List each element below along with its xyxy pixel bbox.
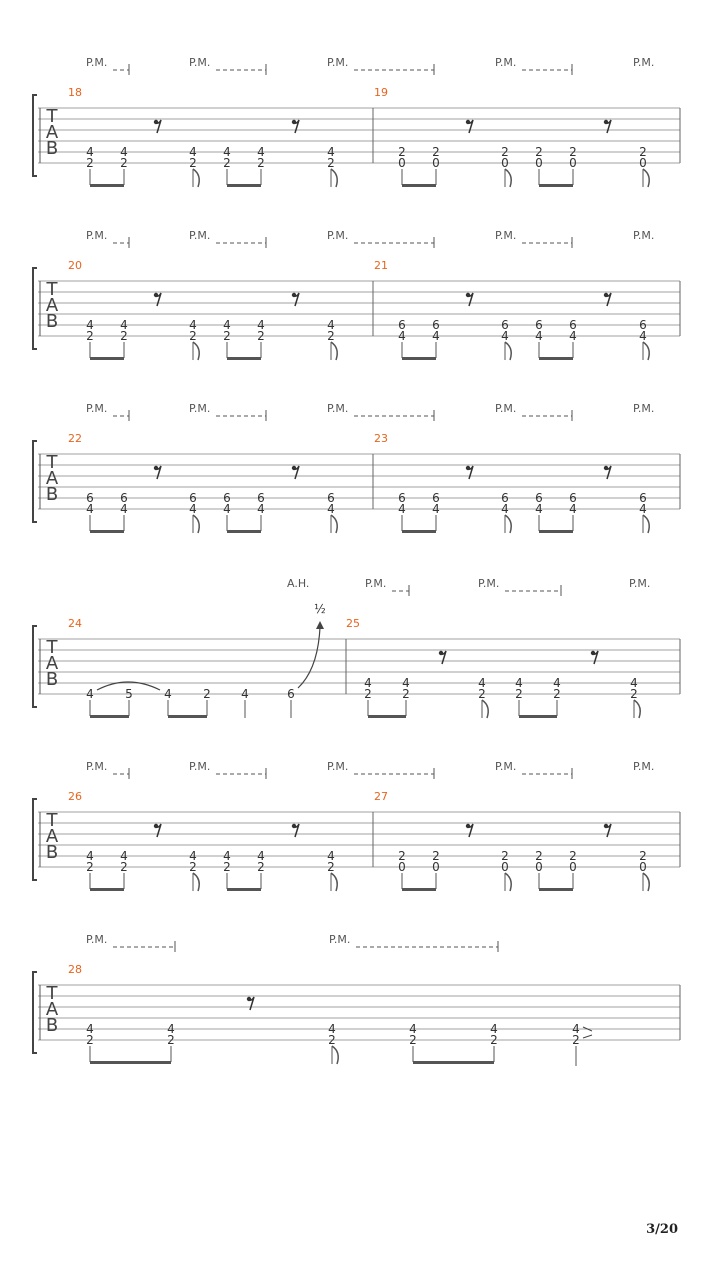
palm-mute-label: P.M. xyxy=(86,933,108,946)
fret-number: 2 xyxy=(639,849,647,863)
fret-number: 4 xyxy=(120,145,128,159)
beam xyxy=(90,1061,171,1064)
measure-number: 20 xyxy=(68,259,82,272)
fret-number: 2 xyxy=(223,329,231,343)
beam xyxy=(227,530,261,533)
fret-number: 4 xyxy=(328,1022,336,1036)
fret-number: 4 xyxy=(501,329,509,343)
eighth-rest xyxy=(154,120,161,133)
fret-number: 2 xyxy=(553,687,561,701)
beam xyxy=(90,530,124,533)
fret-number: 4 xyxy=(364,676,372,690)
palm-mute-label: P.M. xyxy=(495,402,517,415)
fret-number: 6 xyxy=(432,318,440,332)
page-number: 3/20 xyxy=(646,1222,678,1237)
tab-clef-letter: A xyxy=(45,999,59,1020)
beam xyxy=(402,888,436,891)
fret-number: 4 xyxy=(223,145,231,159)
eighth-rest xyxy=(466,824,473,837)
measure-number: 21 xyxy=(374,259,388,272)
beam xyxy=(519,715,557,718)
fret-number: 4 xyxy=(257,318,265,332)
note-flag xyxy=(331,873,337,891)
tab-clef-letter: T xyxy=(46,452,58,473)
fret-number: 4 xyxy=(432,329,440,343)
palm-mute-label: P.M. xyxy=(478,577,500,590)
fret-number: 2 xyxy=(86,1033,94,1047)
note-flag xyxy=(482,700,488,718)
fret-number: 2 xyxy=(432,849,440,863)
fret-number: 4 xyxy=(409,1022,417,1036)
fret-number: 6 xyxy=(120,491,128,505)
beam xyxy=(539,888,573,891)
fret-number: 0 xyxy=(535,860,543,874)
fret-number: 4 xyxy=(86,318,94,332)
fret-number: 2 xyxy=(203,687,211,701)
fret-number: 4 xyxy=(639,502,647,516)
tab-clef-letter: B xyxy=(45,311,59,332)
fret-number: 4 xyxy=(189,145,197,159)
fret-number: 4 xyxy=(86,687,94,701)
fret-number: 4 xyxy=(327,502,335,516)
palm-mute-label: P.M. xyxy=(86,229,108,242)
fret-number: 4 xyxy=(189,849,197,863)
fret-number: 2 xyxy=(189,156,197,170)
palm-mute-label: P.M. xyxy=(86,402,108,415)
fret-number: 2 xyxy=(223,860,231,874)
fret-number: 6 xyxy=(569,318,577,332)
palm-mute-label: P.M. xyxy=(633,760,655,773)
fret-number: 6 xyxy=(501,491,509,505)
measure-number: 27 xyxy=(374,790,388,803)
fret-number: 2 xyxy=(398,849,406,863)
fret-number: 2 xyxy=(86,860,94,874)
measure-number: 23 xyxy=(374,432,388,445)
note-flag xyxy=(505,515,511,533)
eighth-rest xyxy=(292,293,299,306)
fret-number: 2 xyxy=(120,860,128,874)
fret-number: 4 xyxy=(490,1022,498,1036)
fret-number: 2 xyxy=(432,145,440,159)
palm-mute-label: P.M. xyxy=(365,577,387,590)
slide-out-mark xyxy=(583,1035,592,1038)
fret-number: 2 xyxy=(501,849,509,863)
note-flag xyxy=(505,169,511,187)
fret-number: 2 xyxy=(327,860,335,874)
fret-number: 6 xyxy=(501,318,509,332)
fret-number: 0 xyxy=(398,860,406,874)
note-flag xyxy=(331,342,337,360)
fret-number: 6 xyxy=(223,491,231,505)
fret-number: 0 xyxy=(398,156,406,170)
note-flag xyxy=(332,1046,338,1064)
beam xyxy=(90,357,124,360)
palm-mute-label: P.M. xyxy=(86,56,108,69)
fret-number: 4 xyxy=(402,676,410,690)
palm-mute-label: P.M. xyxy=(189,56,211,69)
measure-number: 25 xyxy=(346,617,360,630)
eighth-rest xyxy=(466,466,473,479)
eighth-rest xyxy=(604,120,611,133)
fret-number: 0 xyxy=(569,860,577,874)
tab-clef-letter: T xyxy=(46,983,58,1004)
note-flag xyxy=(643,342,649,360)
fret-number: 4 xyxy=(86,849,94,863)
measure-number: 19 xyxy=(374,86,388,99)
fret-number: 4 xyxy=(189,502,197,516)
system-bracket xyxy=(33,799,37,880)
note-flag xyxy=(643,515,649,533)
eighth-rest xyxy=(439,651,446,664)
fret-number: 5 xyxy=(125,687,133,701)
beam xyxy=(402,357,436,360)
fret-number: 2 xyxy=(120,156,128,170)
fret-number: 4 xyxy=(398,502,406,516)
note-flag xyxy=(193,169,199,187)
note-flag xyxy=(505,873,511,891)
fret-number: 2 xyxy=(327,156,335,170)
fret-number: 2 xyxy=(402,687,410,701)
fret-number: 4 xyxy=(241,687,249,701)
fret-number: 4 xyxy=(257,145,265,159)
eighth-rest xyxy=(604,293,611,306)
note-flag xyxy=(193,873,199,891)
fret-number: 0 xyxy=(639,860,647,874)
fret-number: 2 xyxy=(409,1033,417,1047)
fret-number: 2 xyxy=(501,145,509,159)
tab-clef-letter: A xyxy=(45,653,59,674)
system-bracket xyxy=(33,441,37,522)
beam xyxy=(90,715,129,718)
system-bracket xyxy=(33,626,37,707)
fret-number: 4 xyxy=(189,318,197,332)
note-flag xyxy=(643,873,649,891)
fret-number: 4 xyxy=(167,1022,175,1036)
measure-number: 26 xyxy=(68,790,82,803)
note-flag xyxy=(331,515,337,533)
fret-number: 4 xyxy=(639,329,647,343)
fret-number: 4 xyxy=(120,318,128,332)
fret-number: 4 xyxy=(478,676,486,690)
tab-clef-letter: T xyxy=(46,279,58,300)
fret-number: 4 xyxy=(398,329,406,343)
palm-mute-label: P.M. xyxy=(495,760,517,773)
fret-number: 2 xyxy=(223,156,231,170)
fret-number: 2 xyxy=(167,1033,175,1047)
fret-number: 2 xyxy=(490,1033,498,1047)
note-flag xyxy=(193,515,199,533)
fret-number: 4 xyxy=(327,318,335,332)
tab-clef-letter: B xyxy=(45,1015,59,1036)
fret-number: 2 xyxy=(86,156,94,170)
fret-number: 4 xyxy=(569,329,577,343)
eighth-rest xyxy=(604,466,611,479)
palm-mute-label: P.M. xyxy=(327,402,349,415)
fret-number: 2 xyxy=(257,329,265,343)
eighth-rest xyxy=(604,824,611,837)
system-bracket xyxy=(33,268,37,349)
fret-number: 6 xyxy=(189,491,197,505)
beam xyxy=(539,530,573,533)
tab-clef-letter: B xyxy=(45,484,59,505)
eighth-rest xyxy=(292,120,299,133)
fret-number: 2 xyxy=(257,156,265,170)
measure-number: 24 xyxy=(68,617,82,630)
fret-number: 2 xyxy=(86,329,94,343)
palm-mute-label: P.M. xyxy=(629,577,651,590)
fret-number: 4 xyxy=(572,1022,580,1036)
tab-clef-letter: B xyxy=(45,669,59,690)
fret-number: 4 xyxy=(630,676,638,690)
fret-number: 2 xyxy=(327,329,335,343)
fret-number: 2 xyxy=(478,687,486,701)
fret-number: 6 xyxy=(86,491,94,505)
measure-number: 28 xyxy=(68,963,82,976)
fret-number: 6 xyxy=(639,318,647,332)
note-flag xyxy=(331,169,337,187)
beam xyxy=(539,184,573,187)
bend-curve xyxy=(298,627,320,688)
fret-number: 4 xyxy=(569,502,577,516)
fret-number: 2 xyxy=(364,687,372,701)
beam xyxy=(90,888,124,891)
fret-number: 4 xyxy=(515,676,523,690)
eighth-rest xyxy=(292,824,299,837)
fret-number: 2 xyxy=(535,849,543,863)
beam xyxy=(413,1061,494,1064)
beam xyxy=(168,715,207,718)
fret-number: 6 xyxy=(432,491,440,505)
palm-mute-label: P.M. xyxy=(633,229,655,242)
beam xyxy=(227,184,261,187)
fret-number: 6 xyxy=(287,687,295,701)
fret-number: 6 xyxy=(535,318,543,332)
tab-clef-letter: T xyxy=(46,637,58,658)
fret-number: 2 xyxy=(569,145,577,159)
eighth-rest xyxy=(466,293,473,306)
fret-number: 2 xyxy=(630,687,638,701)
fret-number: 4 xyxy=(223,502,231,516)
fret-number: 4 xyxy=(257,502,265,516)
fret-number: 2 xyxy=(189,329,197,343)
eighth-rest xyxy=(154,293,161,306)
tab-clef-letter: A xyxy=(45,122,59,143)
fret-number: 4 xyxy=(553,676,561,690)
fret-number: 6 xyxy=(327,491,335,505)
fret-number: 0 xyxy=(535,156,543,170)
palm-mute-label: P.M. xyxy=(633,56,655,69)
fret-number: 4 xyxy=(164,687,172,701)
beam xyxy=(227,888,261,891)
fret-number: 0 xyxy=(501,156,509,170)
eighth-rest xyxy=(591,651,598,664)
beam xyxy=(368,715,406,718)
fret-number: 2 xyxy=(639,145,647,159)
beam xyxy=(90,184,124,187)
note-flag xyxy=(634,700,640,718)
fret-number: 0 xyxy=(432,156,440,170)
fret-number: 4 xyxy=(432,502,440,516)
fret-number: 4 xyxy=(327,849,335,863)
fret-number: 4 xyxy=(223,849,231,863)
tab-clef-letter: A xyxy=(45,468,59,489)
fret-number: 4 xyxy=(535,329,543,343)
fret-number: 6 xyxy=(257,491,265,505)
fret-number: 2 xyxy=(515,687,523,701)
system-bracket xyxy=(33,972,37,1053)
fret-number: 4 xyxy=(257,849,265,863)
tab-clef-letter: A xyxy=(45,826,59,847)
fret-number: 6 xyxy=(639,491,647,505)
palm-mute-label: P.M. xyxy=(327,760,349,773)
eighth-rest xyxy=(247,997,254,1010)
beam xyxy=(227,357,261,360)
palm-mute-label: P.M. xyxy=(189,760,211,773)
fret-number: 4 xyxy=(86,502,94,516)
palm-mute-label: P.M. xyxy=(329,933,351,946)
palm-mute-label: P.M. xyxy=(633,402,655,415)
beam xyxy=(402,184,436,187)
palm-mute-label: P.M. xyxy=(189,402,211,415)
palm-mute-label: P.M. xyxy=(495,56,517,69)
eighth-rest xyxy=(292,466,299,479)
fret-number: 0 xyxy=(569,156,577,170)
palm-mute-label: P.M. xyxy=(189,229,211,242)
beam xyxy=(402,530,436,533)
fret-number: 2 xyxy=(398,145,406,159)
fret-number: 4 xyxy=(327,145,335,159)
fret-number: 6 xyxy=(569,491,577,505)
fret-number: 6 xyxy=(398,491,406,505)
fret-number: 4 xyxy=(223,318,231,332)
fret-number: 0 xyxy=(639,156,647,170)
note-flag xyxy=(505,342,511,360)
fret-number: 2 xyxy=(569,849,577,863)
palm-mute-label: P.M. xyxy=(327,56,349,69)
eighth-rest xyxy=(466,120,473,133)
bend-amount: ½ xyxy=(314,602,326,616)
harmonic-label: A.H. xyxy=(287,577,310,590)
fret-number: 0 xyxy=(501,860,509,874)
palm-mute-label: P.M. xyxy=(495,229,517,242)
fret-number: 4 xyxy=(501,502,509,516)
fret-number: 2 xyxy=(257,860,265,874)
tab-clef-letter: B xyxy=(45,842,59,863)
measure-number: 18 xyxy=(68,86,82,99)
palm-mute-label: P.M. xyxy=(86,760,108,773)
tab-clef-letter: T xyxy=(46,810,58,831)
fret-number: 6 xyxy=(398,318,406,332)
note-flag xyxy=(643,169,649,187)
fret-number: 2 xyxy=(328,1033,336,1047)
fret-number: 4 xyxy=(86,1022,94,1036)
fret-number: 0 xyxy=(432,860,440,874)
fret-number: 2 xyxy=(572,1033,580,1047)
fret-number: 2 xyxy=(189,860,197,874)
fret-number: 4 xyxy=(120,502,128,516)
fret-number: 4 xyxy=(120,849,128,863)
tab-clef-letter: T xyxy=(46,106,58,127)
fret-number: 2 xyxy=(120,329,128,343)
fret-number: 4 xyxy=(86,145,94,159)
beam xyxy=(539,357,573,360)
palm-mute-label: P.M. xyxy=(327,229,349,242)
note-flag xyxy=(193,342,199,360)
measure-number: 22 xyxy=(68,432,82,445)
system-bracket xyxy=(33,95,37,176)
fret-number: 2 xyxy=(535,145,543,159)
fret-number: 4 xyxy=(535,502,543,516)
eighth-rest xyxy=(154,824,161,837)
tab-clef-letter: B xyxy=(45,138,59,159)
eighth-rest xyxy=(154,466,161,479)
tab-clef-letter: A xyxy=(45,295,59,316)
bend-arrow-icon xyxy=(316,621,324,629)
fret-number: 6 xyxy=(535,491,543,505)
